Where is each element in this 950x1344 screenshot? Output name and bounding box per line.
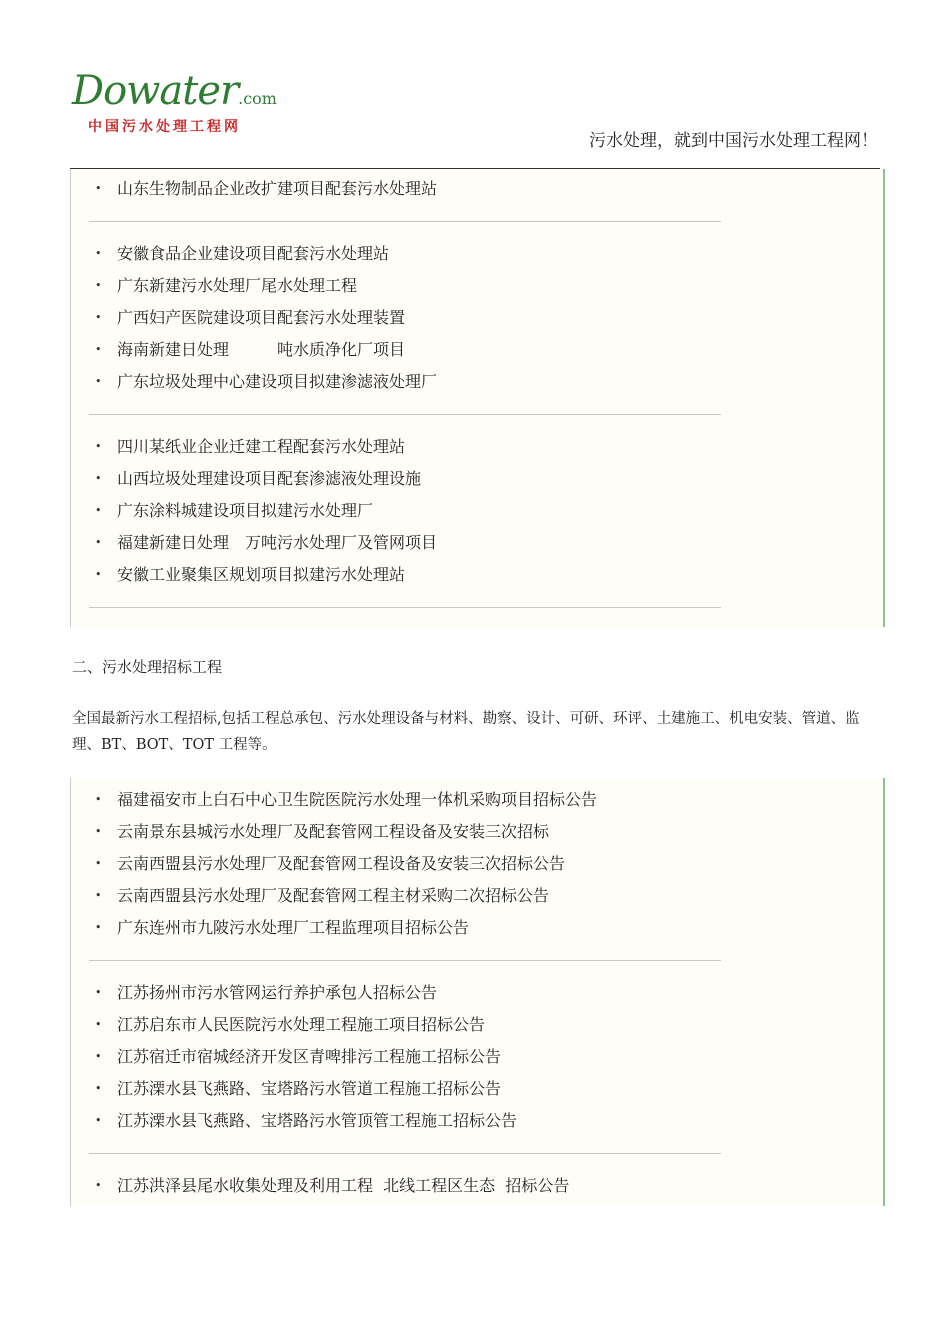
tender-link[interactable]: • 江苏洪泽县尾水收集处理及利用工程 北线工程区生态 招标公告 — [89, 1170, 883, 1202]
project-link[interactable]: • 山东生物制品企业改扩建项目配套污水处理站 — [89, 173, 883, 205]
project-link[interactable]: • 广东涂料城建设项目拟建污水处理厂 — [89, 495, 883, 527]
tender-group-3 — [89, 1170, 883, 1202]
group-divider — [89, 960, 721, 961]
site-slogan: 污水处理，就到中国污水处理工程网！ — [589, 131, 878, 151]
site-logo[interactable] — [72, 68, 277, 138]
project-link[interactable]: • 山西垃圾处理建设项目配套渗滤液处理设施 — [89, 463, 883, 495]
group-divider — [89, 414, 721, 415]
group-divider — [89, 221, 721, 222]
logo-wordmark: Dowater.com — [72, 68, 277, 114]
tender-link[interactable]: • 江苏扬州市污水管网运行养护承包人招标公告 — [89, 977, 883, 1009]
tender-list-panel — [70, 778, 885, 1206]
section-heading: 二、污水处理招标工程 — [72, 658, 223, 676]
tender-link[interactable]: • 福建福安市上白石中心卫生院医院污水处理一体机采购项目招标公告 — [89, 784, 883, 816]
tender-group-1 — [89, 784, 883, 944]
tender-link[interactable]: • 江苏宿迁市宿城经济开发区青啤排污工程施工招标公告 — [89, 1041, 883, 1073]
section-description: 全国最新污水工程招标,包括工程总承包、污水处理设备与材料、勘察、设计、可研、环评、土建施工、机电安装、管道、监理、BT、BOT、TOT 工程等。 — [72, 711, 860, 753]
project-group-2 — [89, 238, 883, 398]
project-link[interactable]: • 安徽食品企业建设项目配套污水处理站 — [89, 238, 883, 270]
tender-link[interactable]: • 云南西盟县污水处理厂及配套管网工程主材采购二次招标公告 — [89, 880, 883, 912]
tender-link[interactable]: • 云南西盟县污水处理厂及配套管网工程设备及安装三次招标公告 — [89, 848, 883, 880]
tender-link[interactable]: • 江苏启东市人民医院污水处理工程施工项目招标公告 — [89, 1009, 883, 1041]
project-group-1 — [89, 173, 883, 205]
tender-link[interactable]: • 广东连州市九陂污水处理厂工程监理项目招标公告 — [89, 912, 883, 944]
tender-link[interactable]: • 云南景东县城污水处理厂及配套管网工程设备及安装三次招标 — [89, 816, 883, 848]
project-link[interactable]: • 四川某纸业企业迁建工程配套污水处理站 — [89, 431, 883, 463]
logo-subtitle: 中国污水处理工程网 — [88, 119, 241, 135]
tender-link[interactable]: • 江苏溧水县飞燕路、宝塔路污水管道工程施工招标公告 — [89, 1073, 883, 1105]
project-link[interactable]: • 广西妇产医院建设项目配套污水处理装置 — [89, 302, 883, 334]
project-link[interactable]: • 海南新建日处理 吨水质净化厂项目 — [89, 334, 883, 366]
project-list-panel — [70, 169, 885, 627]
tender-group-2 — [89, 977, 883, 1137]
project-link[interactable]: • 福建新建日处理 万吨污水处理厂及管网项目 — [89, 527, 883, 559]
group-divider — [89, 1153, 721, 1154]
project-link[interactable]: • 广东垃圾处理中心建设项目拟建渗滤液处理厂 — [89, 366, 883, 398]
project-link[interactable]: • 广东新建污水处理厂尾水处理工程 — [89, 270, 883, 302]
group-divider — [89, 607, 721, 608]
project-link[interactable]: • 安徽工业聚集区规划项目拟建污水处理站 — [89, 559, 883, 591]
project-group-3 — [89, 431, 883, 591]
tender-link[interactable]: • 江苏溧水县飞燕路、宝塔路污水管顶管工程施工招标公告 — [89, 1105, 883, 1137]
